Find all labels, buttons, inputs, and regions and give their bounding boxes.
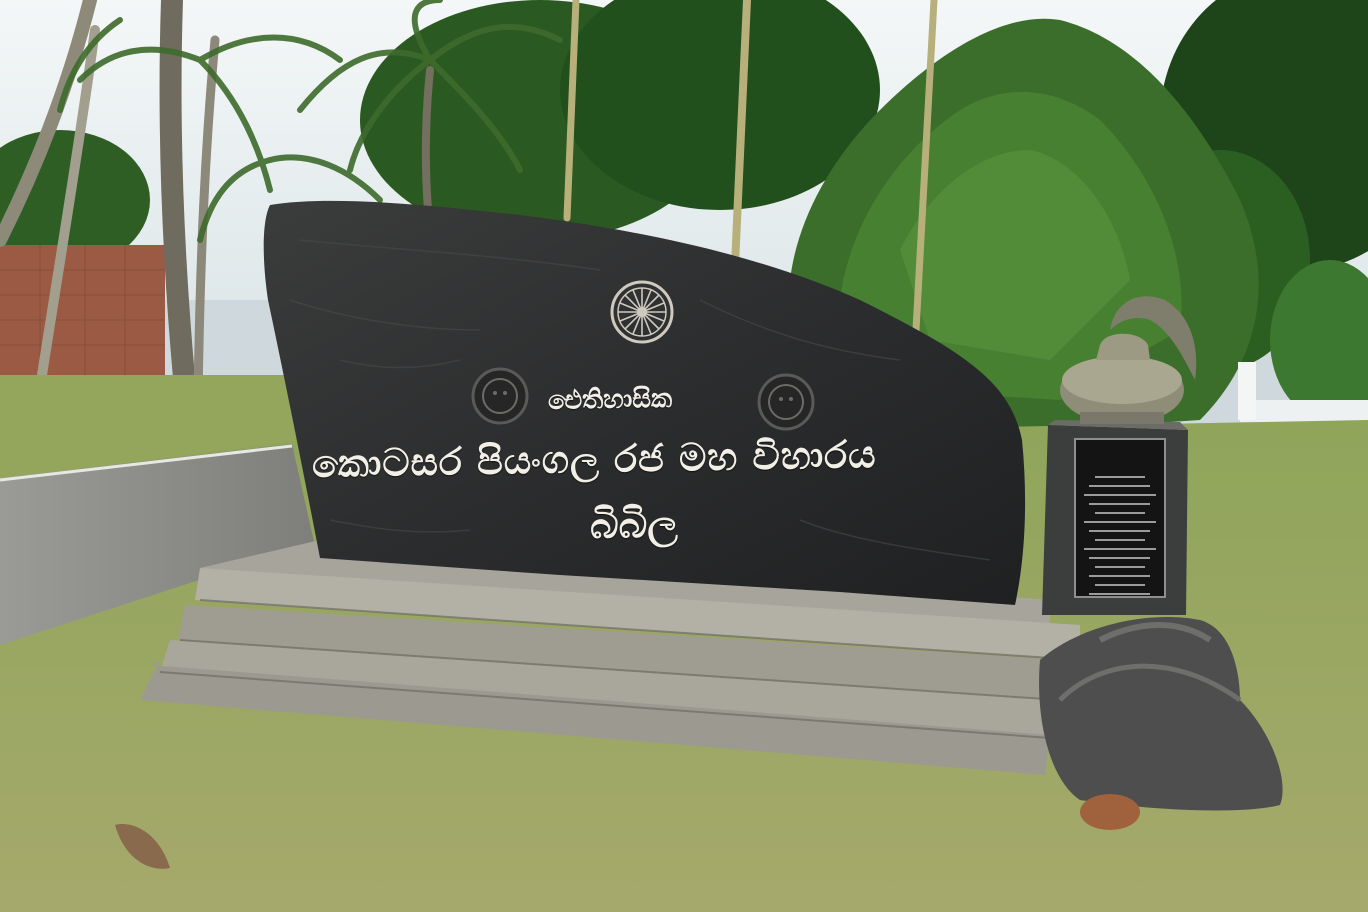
moon-emblem [759,375,813,429]
sun-emblem [473,369,527,423]
sign-heading-historic: ඓතිහාසික [547,383,673,416]
sign-place-name: බිබිල [589,500,679,548]
plaque-text-lines [1084,476,1156,598]
sign-temple-name: කොටසර පියංගල රජ මහ විහාරය [311,432,877,486]
dharma-wheel-emblem [612,282,672,342]
brick-wall [0,245,165,375]
inscription-plaque [1074,438,1166,598]
